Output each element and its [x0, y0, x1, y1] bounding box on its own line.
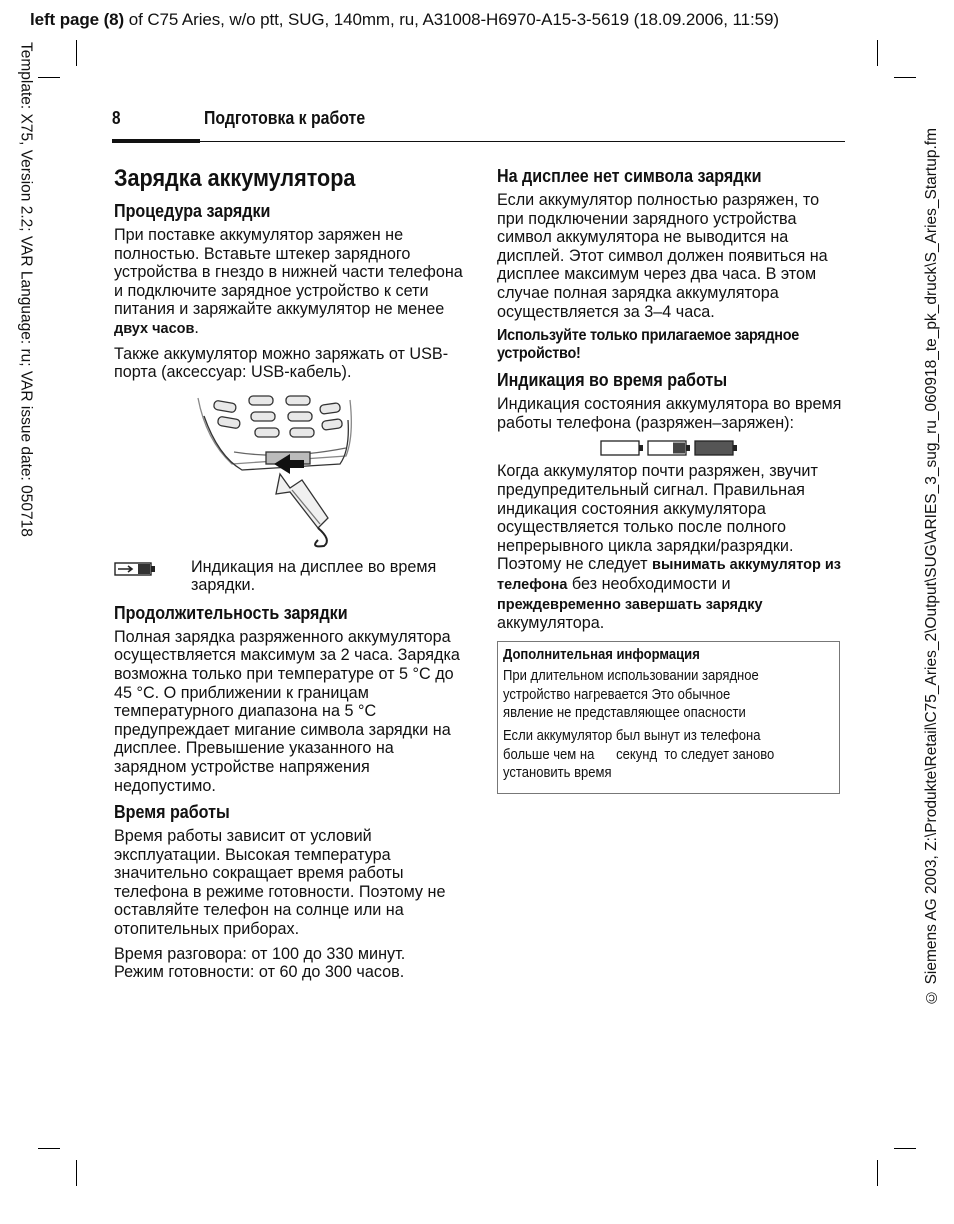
infobox-title: Дополнительная информация [503, 645, 700, 663]
charger-warning-note: Используйте только прилагаемое зарядное устройство! [497, 327, 800, 363]
header-details: of C75 Aries, w/o ptt, SUG, 140mm, ru, A31008-H6970-A15-3-5619 (18.09.2006, 11:59) [124, 10, 779, 29]
infobox-paragraph-1: При длительном использовании зарядное устройство нагревается Это обычное явление не представляющее опасности [503, 667, 759, 722]
charging-indicator-text: Индикация на дисплее во время зарядки. [191, 557, 437, 595]
usb-paragraph: Также аккумулятор можно заряжать от USB-порта (аксессуар: USB-кабель). [114, 344, 449, 382]
left-column [114, 164, 466, 982]
operating-time-heading: Время работы [114, 801, 230, 823]
no-symbol-heading: На дисплее нет символа зарядки [497, 165, 762, 186]
indication-paragraph: Индикация состояния аккумулятора во время работы телефона (разряжен–заряжен): [497, 395, 842, 432]
chapter-title: Зарядка аккумулятора [114, 165, 356, 192]
section-title: Подготовка к работе [204, 108, 366, 128]
crop-mark [38, 77, 60, 78]
crop-mark [894, 77, 916, 78]
crop-mark [76, 40, 77, 66]
header-rule [112, 141, 845, 142]
operating-time-paragraph: Время работы зависит от условий эксплуатации. Высокая температура значительно сокращает время работы телефона в режиме готовности. Поэтому не оставляйте телефон на солнце или на отопительных приборах. [114, 827, 446, 939]
standby-time-line: Режим готовности: от 60 до 300 часов. [114, 963, 405, 982]
crop-mark [894, 1148, 916, 1149]
crop-mark [38, 1148, 60, 1149]
charger-illustration [114, 390, 466, 550]
battery-half-icon [647, 440, 691, 456]
battery-warning-paragraph: Когда аккумулятор почти разряжен, звучит предупредительный сигнал. Правильная индикация состояния аккумулятора осуществляется только после полного непрерывного цикла зарядки/разрядки. Поэтому не следует вынимать аккумулятор из телефона без необходимости и преждевременно завершать зарядку аккумулятора. [497, 462, 841, 633]
crop-mark [877, 1160, 878, 1186]
duration-paragraph: Полная зарядка разряженного аккумулятора осуществляется максимум за 2 часа. Зарядка возможна только при температуре от 5 °C до 45 °C. О приближении к границам температурного диапазона на 5 °C предупреждает мигание символа зарядки на дисплее. Превышение указанного на зарядном устройстве напряжения недопустимо. [114, 627, 460, 795]
right-column [497, 165, 842, 794]
no-symbol-paragraph: Если аккумулятор полностью разряжен, то при подключении зарядного устройства символ аккумулятора не выводится на дисплей. Этот символ должен появиться на дисплее максимум через два часа. В этом случае полная зарядка аккумулятора осуществляется за 3–4 часа. [497, 191, 828, 321]
document-header [30, 10, 779, 30]
crop-mark [76, 1160, 77, 1186]
additional-info-box [497, 641, 840, 794]
charging-battery-icon [114, 562, 156, 576]
template-info-sidebar: Template: X75, Version 2.2; VAR Language: ru; VAR issue date: 050718 [17, 42, 35, 537]
duration-heading: Продолжительность зарядки [114, 601, 348, 623]
crop-mark [877, 40, 878, 66]
battery-empty-icon [600, 440, 644, 456]
header-page-label: left page (8) [30, 10, 125, 29]
charging-indicator-row [114, 558, 466, 596]
battery-full-icon [694, 440, 738, 456]
indication-heading: Индикация во время работы [497, 369, 728, 391]
copyright-path-sidebar: © Siemens AG 2003, Z:\Produkte\Retail\C75_Aries_2\Output\SUG\ARIES_3_sug_ru_060918_te_pk_druck\S_Aries_Startup.fm [923, 128, 940, 1006]
talk-time-line: Время разговора: от 100 до 330 минут. [114, 944, 406, 963]
infobox-paragraph-2: Если аккумулятор был вынут из телефона больше чем на секунд то следует заново установить время [503, 727, 775, 782]
procedure-paragraph: При поставке аккумулятор заряжен не полностью. Вставьте штекер зарядного устройства в гнездо в нижней части телефона и подключите зарядное устройство к сети питания и заряжайте аккумулятор не менее двух часов. [114, 226, 463, 337]
phone-charging-drawing [114, 390, 466, 550]
procedure-heading: Процедура зарядки [114, 200, 271, 221]
page-number: 8 [112, 108, 121, 128]
battery-levels [497, 438, 842, 460]
